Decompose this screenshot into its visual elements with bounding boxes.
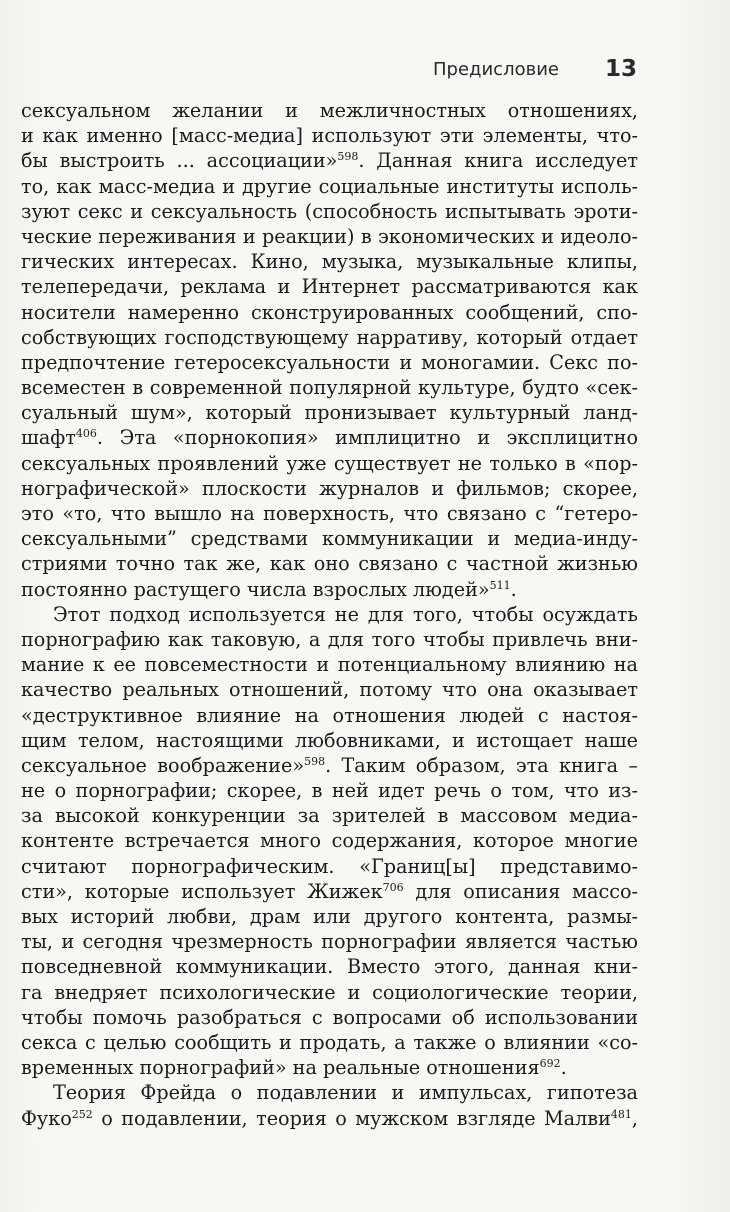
text-line: чтобы помочь разобраться с вопросами об использовании <box>21 1005 638 1029</box>
paragraph-1 <box>21 98 638 602</box>
text-line: сексуальном желании и межличностных отношениях, <box>21 99 638 122</box>
paragraph-2 <box>21 602 638 1081</box>
text-line: временных порнографий» на реальные отношения$^{692}$. <box>21 1056 567 1080</box>
text-line: сти», которые использует Жижек$^{706}$ для описания массо- <box>21 879 638 903</box>
text-line: Фуко$^{252}$ о подавлении, теория о мужском взгляде Малви$^{481}$, <box>21 1106 638 1130</box>
text-line: ты, и сегодня чрезмерность порнографии является частью <box>21 930 638 954</box>
text-line: не о порнографии; скорее, в ней идет речь о том, что из- <box>21 779 638 803</box>
page-number: 13 <box>604 56 637 82</box>
body-text <box>21 98 638 1131</box>
text-line: мание к ее повсеместности и потенциальному влиянию на <box>21 653 638 677</box>
text-line: зуют секс и сексуальность (способность испытывать эроти- <box>21 199 638 223</box>
text-line: носители намеренно сконструированных сообщений, спо- <box>21 300 638 324</box>
text-line: секса с целью сообщить и продать, а также о влиянии «со- <box>21 1030 638 1054</box>
text-line: стриями точно так же, как оно связано с частной жизнью <box>21 552 638 576</box>
text-line: всеместен в современной популярной культуре, будто «сек- <box>21 376 638 400</box>
text-line: и как именно [масс-медиа] используют эти элементы, что- <box>21 124 638 148</box>
text-line: гических интересах. Кино, музыка, музыкальные клипы, <box>21 250 638 274</box>
text-line: это «то, что вышло на поверхность, что связано с “гетеро- <box>21 502 638 525</box>
text-line: Теория Фрейда о подавлении и импульсах, гипотеза <box>53 1081 638 1105</box>
text-line: то, как масс-медиа и другие социальные институты исполь- <box>21 174 638 198</box>
text-line: «деструктивное влияние на отношения людей с настоя- <box>21 703 638 727</box>
text-line: за высокой конкуренции за зрителей в массовом медиа- <box>21 804 638 828</box>
paragraph-3 <box>21 1080 638 1130</box>
chapter-title: Предисловие <box>433 58 559 80</box>
text-line: нографической» плоскости журналов и фильмов; скорее, <box>21 476 638 500</box>
text-line: вых историй любви, драм или другого контента, размы- <box>21 905 638 928</box>
text-line: предпочтение гетеросексуальности и моногамии. Секс по- <box>21 350 638 374</box>
text-line: га внедряет психологические и социологические теории, <box>21 980 638 1004</box>
text-line: постоянно растущего числа взрослых людей»$^{511}$. <box>21 577 517 601</box>
text-line: сексуальных проявлений уже существует не только в «пор- <box>21 451 638 475</box>
text-line: повседневной коммуникации. Вместо этого, данная кни- <box>21 955 638 979</box>
text-line: качество реальных отношений, потому что она оказывает <box>21 678 638 702</box>
text-line: щим телом, настоящими любовниками, и истощает наше <box>21 728 638 752</box>
text-line: шафт$^{406}$. Эта «порнокопия» имплицитно и эксплицитно <box>21 426 638 450</box>
text-line: сексуальное воображение»$^{598}$. Таким образом, эта книга – <box>21 753 638 777</box>
text-line: Этот подход используется не для того, чтобы осуждать <box>53 602 638 626</box>
text-line: бы выстроить ... ассоциации»$^{598}$. Данная книга исследует <box>21 149 638 173</box>
text-line: сексуальными” средствами коммуникации и медиа-инду- <box>21 527 638 551</box>
text-line: собствующих господствующему нарративу, который отдает <box>21 325 638 349</box>
text-line: контенте встречается много содержания, которое многие <box>21 829 638 853</box>
running-header <box>0 56 637 82</box>
text-line: считают порнографическим. «Границ[ы] представимо- <box>21 854 638 878</box>
text-line: ческие переживания и реакции) в экономических и идеоло- <box>21 224 638 248</box>
text-line: суальный шум», который пронизывает культурный ланд- <box>21 401 638 425</box>
text-line: телепередачи, реклама и Интернет рассматриваются как <box>21 275 638 299</box>
text-line: порнографию как таковую, а для того чтобы привлечь вни- <box>21 627 638 651</box>
